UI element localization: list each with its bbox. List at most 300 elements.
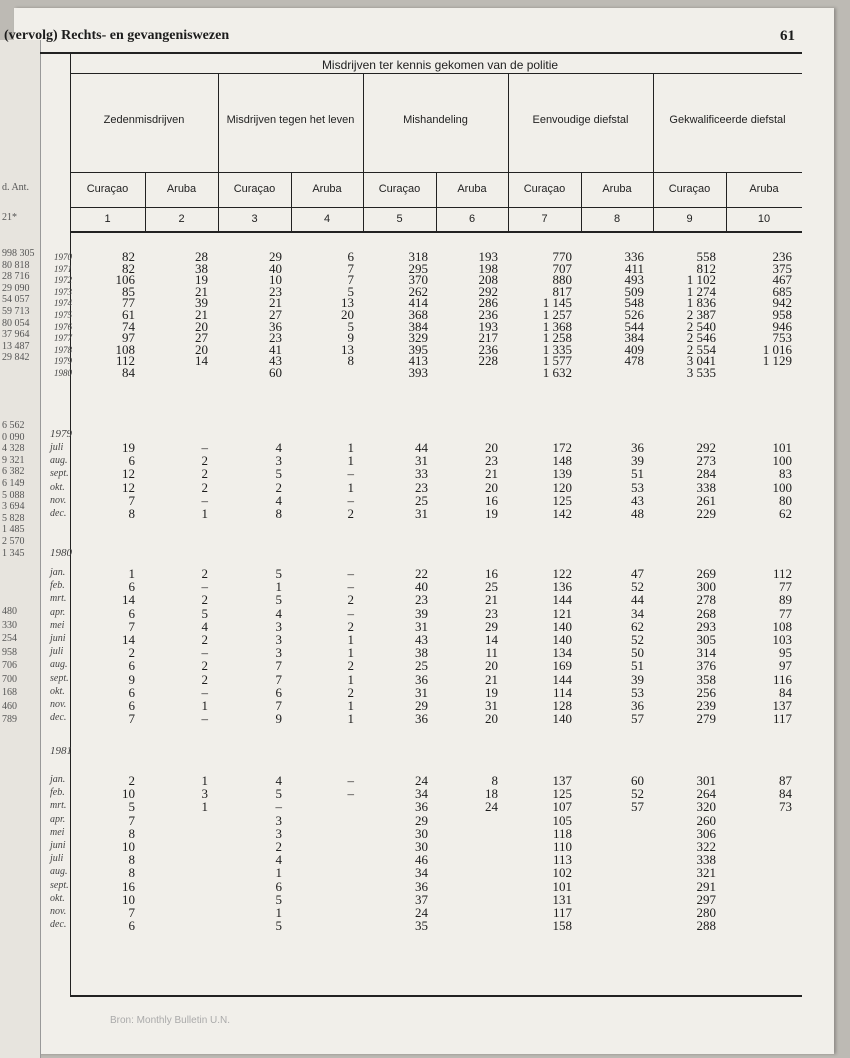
table-cell: – — [201, 685, 208, 700]
strip-text: 460 — [2, 701, 17, 712]
table-cell: 140 — [552, 632, 572, 647]
table-cell: 812 — [696, 261, 716, 276]
table-cell: 12 — [122, 480, 135, 495]
table-cell: 73 — [779, 799, 792, 814]
table-cell: 144 — [552, 672, 572, 687]
stub-year: 1974 — [54, 298, 72, 308]
table-cell: 2 — [201, 466, 208, 481]
table-cell: 1 129 — [762, 353, 792, 368]
table-cell: 2 — [347, 658, 354, 673]
table-cell: 5 — [347, 284, 354, 299]
strip-text: 700 — [2, 674, 17, 685]
stub-year: 1973 — [54, 287, 72, 297]
table-cell: 137 — [552, 773, 572, 788]
table-cell: 27 — [195, 330, 208, 345]
table-cell: 31 — [415, 506, 428, 521]
table-cell: 16 — [485, 566, 498, 581]
table-cell: 74 — [122, 319, 135, 334]
table-cell: 279 — [696, 711, 716, 726]
table-cell: 301 — [696, 773, 716, 788]
table-cell: 100 — [772, 453, 792, 468]
table-cell: 9 — [347, 330, 354, 345]
table-cell: 83 — [779, 466, 792, 481]
column-number: 6 — [468, 213, 476, 225]
table-cell: 20 — [485, 480, 498, 495]
table-cell: 84 — [779, 786, 792, 801]
table-cell: 37 — [415, 892, 428, 907]
table-cell: 478 — [624, 353, 644, 368]
group-header: Misdrijven tegen het leven — [226, 114, 355, 126]
strip-text: 37 964 — [2, 329, 30, 340]
table-cell: 51 — [631, 466, 644, 481]
table-cell: 121 — [552, 606, 572, 621]
table-cell: 548 — [624, 295, 644, 310]
table-cell: 53 — [631, 480, 644, 495]
table-cell: 558 — [696, 249, 716, 264]
column-number: 8 — [613, 213, 621, 225]
island-header: Aruba — [312, 183, 342, 195]
stub-year: 1975 — [54, 310, 72, 320]
table-cell: 8 — [491, 773, 498, 788]
strip-text: 9 321 — [2, 455, 25, 466]
table-cell: 1 — [347, 698, 354, 713]
table-cell: 193 — [478, 319, 498, 334]
table-cell: 172 — [552, 440, 572, 455]
table-cell: 370 — [408, 272, 428, 287]
table-cell: 2 554 — [686, 342, 716, 357]
table-cell: 958 — [772, 307, 792, 322]
table-cell: 43 — [631, 493, 644, 508]
stub-month: aug. — [50, 455, 68, 466]
table-cell: 140 — [552, 711, 572, 726]
table-cell: 2 — [201, 453, 208, 468]
table-cell: 280 — [696, 905, 716, 920]
table-cell: 112 — [772, 566, 792, 581]
table-cell: 284 — [696, 466, 716, 481]
table-cell: 217 — [478, 330, 498, 345]
table-cell: 122 — [552, 566, 572, 581]
island-header: Curaçao — [523, 183, 566, 195]
table-cell: 52 — [631, 579, 644, 594]
strip-text: 6 149 — [2, 478, 25, 489]
strip-text: 1 485 — [2, 524, 25, 535]
table-cell: 269 — [696, 566, 716, 581]
table-cell: 31 — [415, 619, 428, 634]
table-cell: 34 — [415, 865, 428, 880]
table-cell: 322 — [696, 839, 716, 854]
table-cell: 467 — [772, 272, 792, 287]
table-cell: 47 — [631, 566, 644, 581]
table-cell: 30 — [415, 826, 428, 841]
table-cell: 3 — [275, 453, 282, 468]
table-cell: 14 — [122, 632, 135, 647]
table-cell: 493 — [624, 272, 644, 287]
strip-text: 29 090 — [2, 283, 30, 294]
table-cell: 20 — [485, 658, 498, 673]
table-cell: 97 — [779, 658, 792, 673]
column-divider — [726, 172, 727, 232]
table-cell: 544 — [624, 319, 644, 334]
stub-year: 1977 — [54, 333, 72, 343]
stub-month: okt. — [50, 686, 65, 697]
table-cell: 23 — [485, 453, 498, 468]
table-cell: 753 — [772, 330, 792, 345]
table-cell: 1 274 — [686, 284, 716, 299]
stub-month: sept. — [50, 468, 69, 479]
stub-month: aug. — [50, 659, 68, 670]
stub-month: juni — [50, 633, 66, 644]
table-cell: 125 — [552, 786, 572, 801]
stub-month: juni — [50, 840, 66, 851]
table-cell: 6 — [128, 918, 135, 933]
table-cell: 256 — [696, 685, 716, 700]
table-cell: 107 — [552, 799, 572, 814]
table-cell: 24 — [485, 799, 498, 814]
table-cell: 139 — [552, 466, 572, 481]
table-cell: – — [275, 799, 282, 814]
strip-text: 6 562 — [2, 420, 25, 431]
table-cell: 193 — [478, 249, 498, 264]
table-cell: 39 — [195, 295, 208, 310]
stub-month: juli — [50, 646, 64, 657]
table-cell: 685 — [772, 284, 792, 299]
strip-text: 59 713 — [2, 306, 30, 317]
table-cell: 509 — [624, 284, 644, 299]
table-cell: 1 — [128, 566, 135, 581]
table-cell: 6 — [275, 685, 282, 700]
table-cell: 8 — [128, 865, 135, 880]
table-cell: 97 — [122, 330, 135, 345]
table-cell: 1 102 — [686, 272, 716, 287]
table-cell: – — [347, 566, 354, 581]
table-cell: 16 — [485, 493, 498, 508]
table-cell: 411 — [624, 261, 644, 276]
column-number: 7 — [541, 213, 548, 225]
table-cell: 4 — [275, 493, 282, 508]
stub-month: okt. — [50, 482, 65, 493]
table-cell: 148 — [552, 453, 572, 468]
table-cell: 13 — [341, 342, 354, 357]
table-cell: 6 — [128, 453, 135, 468]
table-cell: 7 — [128, 619, 135, 634]
table-cell: 239 — [696, 698, 716, 713]
table-cell: 85 — [122, 284, 135, 299]
table-cell: 229 — [696, 506, 716, 521]
stub-month: mrt. — [50, 800, 67, 811]
table-cell: – — [201, 493, 208, 508]
column-divider — [145, 172, 146, 232]
table-cell: 262 — [408, 284, 428, 299]
table-cell: – — [347, 579, 354, 594]
table-cell: 108 — [772, 619, 792, 634]
table-cell: 297 — [696, 892, 716, 907]
table-cell: 50 — [631, 645, 644, 660]
table-cell: 35 — [415, 918, 428, 933]
strip-text: 0 090 — [2, 432, 25, 443]
table-cell: 9 — [128, 672, 135, 687]
table-cell: 264 — [696, 786, 716, 801]
table-cell: 2 — [347, 506, 354, 521]
table-cell: 36 — [269, 319, 282, 334]
table-cell: 228 — [478, 353, 498, 368]
table-cell: 6 — [128, 685, 135, 700]
table-cell: 6 — [128, 698, 135, 713]
table-cell: 23 — [269, 284, 282, 299]
stub-month: sept. — [50, 673, 69, 684]
stub-month: nov. — [50, 906, 67, 917]
table-cell: 292 — [696, 440, 716, 455]
table-cell: 2 — [347, 592, 354, 607]
stub-month: jan. — [50, 567, 66, 578]
table-cell: 40 — [269, 261, 282, 276]
stub-year: 1979 — [54, 356, 72, 366]
table-cell: 4 — [275, 773, 282, 788]
table-cell: 36 — [415, 799, 428, 814]
stub-block-year: 1980 — [50, 547, 72, 559]
table-cell: 23 — [485, 606, 498, 621]
table-cell: 320 — [696, 799, 716, 814]
table-cell: 23 — [269, 330, 282, 345]
table-cell: – — [347, 773, 354, 788]
table-cell: 21 — [485, 466, 498, 481]
table-cell: 101 — [772, 440, 792, 455]
table-cell: 2 — [128, 645, 135, 660]
table-cell: 29 — [415, 698, 428, 713]
table-cell: 3 041 — [686, 353, 716, 368]
table-cell: 169 — [552, 658, 572, 673]
island-header: Curaçao — [233, 183, 276, 195]
table-cell: 198 — [478, 261, 498, 276]
table-cell: 10 — [269, 272, 282, 287]
table-cell: 3 — [275, 645, 282, 660]
source-note: Bron: Monthly Bulletin U.N. — [110, 1015, 231, 1026]
column-divider — [218, 172, 219, 232]
table-cell: 5 — [275, 566, 282, 581]
table-cell: 1 335 — [542, 342, 572, 357]
page-number: 61 — [780, 28, 795, 44]
table-cell: 292 — [478, 284, 498, 299]
stub-month: aug. — [50, 866, 68, 877]
table-cell: 2 546 — [686, 330, 716, 345]
strip-text: 1 345 — [2, 548, 25, 559]
table-cell: 273 — [696, 453, 716, 468]
table-cell: 5 — [275, 786, 282, 801]
table-cell: 1 — [347, 453, 354, 468]
strip-text: 54 057 — [2, 294, 30, 305]
table-cell: 24 — [415, 773, 428, 788]
stub-month: dec. — [50, 712, 67, 723]
strip-text: 168 — [2, 687, 17, 698]
table-cell: 1 — [275, 579, 282, 594]
table-cell: 1 632 — [542, 365, 572, 380]
table-cell: 21 — [485, 592, 498, 607]
column-number: 5 — [396, 213, 403, 225]
table-cell: 260 — [696, 813, 716, 828]
stub-month: mei — [50, 827, 65, 838]
table-cell: – — [201, 440, 208, 455]
table-cell: 2 — [201, 658, 208, 673]
table-cell: 62 — [779, 506, 792, 521]
table-cell: 51 — [631, 658, 644, 673]
table-cell: 2 — [347, 619, 354, 634]
table-cell: 44 — [631, 592, 644, 607]
island-header: Aruba — [166, 183, 197, 195]
table-cell: 10 — [122, 839, 135, 854]
table-cell: 358 — [696, 672, 716, 687]
table-cell: 19 — [195, 272, 208, 287]
strip-text: 80 054 — [2, 318, 30, 329]
table-cell: 18 — [485, 786, 498, 801]
table-cell: 28 — [195, 249, 208, 264]
island-header: Aruba — [457, 183, 487, 195]
stub-month: mrt. — [50, 593, 67, 604]
strip-text: 5 828 — [2, 513, 25, 524]
table-cell: 10 — [122, 786, 135, 801]
table-cell: 39 — [631, 453, 644, 468]
table-cell: 1 257 — [542, 307, 572, 322]
table-cell: 19 — [485, 685, 498, 700]
table-cell: 4 — [201, 619, 208, 634]
table-cell: 1 836 — [686, 295, 716, 310]
strip-text: 13 487 — [2, 341, 30, 352]
group-divider — [218, 73, 219, 173]
table-cell: 6 — [275, 879, 282, 894]
column-number: 2 — [178, 213, 185, 225]
stub-month: nov. — [50, 699, 67, 710]
table-cell: 16 — [122, 879, 135, 894]
table-cell: 25 — [415, 493, 428, 508]
table-cell: 25 — [485, 579, 498, 594]
group-header: Gekwalificeerde diefstal — [669, 114, 786, 126]
table-cell: 5 — [201, 606, 208, 621]
table-cell: 8 — [128, 852, 135, 867]
table-cell: 2 — [347, 685, 354, 700]
table-cell: 2 — [275, 480, 282, 495]
table-cell: 236 — [772, 249, 792, 264]
table-cell: 817 — [552, 284, 572, 299]
stub-month: jan. — [50, 774, 66, 785]
strip-text: 28 716 — [2, 271, 30, 282]
table-cell: 39 — [631, 672, 644, 687]
table-cell: 8 — [347, 353, 354, 368]
table-cell: 2 387 — [686, 307, 716, 322]
table-cell: 20 — [485, 711, 498, 726]
stub-month: feb. — [50, 787, 65, 798]
group-header: Eenvoudige diefstal — [532, 114, 629, 126]
table-cell: 338 — [696, 480, 716, 495]
table-cell: 208 — [478, 272, 498, 287]
strip-text: 998 305 — [2, 248, 35, 259]
table-cell: 4 — [275, 606, 282, 621]
table-cell: – — [201, 579, 208, 594]
table-cell: 19 — [485, 506, 498, 521]
table-cell: 134 — [552, 645, 572, 660]
table-cell: 84 — [779, 685, 792, 700]
stub-month: nov. — [50, 495, 67, 506]
table-cell: – — [347, 606, 354, 621]
table-cell: 2 540 — [686, 319, 716, 334]
table-cell: 384 — [408, 319, 428, 334]
table-cell: 288 — [696, 918, 716, 933]
table-cell: 125 — [552, 493, 572, 508]
stub-block-year: 1981 — [50, 745, 72, 757]
table-cell: 114 — [552, 685, 572, 700]
table-cell: 375 — [772, 261, 792, 276]
table-cell: 268 — [696, 606, 716, 621]
table-cell: 52 — [631, 786, 644, 801]
table-cell: 11 — [485, 645, 498, 660]
table-cell: 413 — [408, 353, 428, 368]
table-cell: 10 — [122, 892, 135, 907]
super-header: Misdrijven ter kennis gekomen van de politie — [321, 58, 559, 72]
table-cell: – — [347, 466, 354, 481]
table-cell: 3 — [201, 786, 208, 801]
stub-month: feb. — [50, 580, 65, 591]
table-cell: 1 — [347, 632, 354, 647]
table-cell: 24 — [415, 905, 428, 920]
table-cell: 321 — [696, 865, 716, 880]
table-cell: 880 — [552, 272, 572, 287]
table-cell: 44 — [415, 440, 428, 455]
stub-month: apr. — [50, 607, 66, 618]
table-cell: 6 — [347, 249, 354, 264]
table-cell: 1 — [347, 480, 354, 495]
table-cell: 9 — [275, 711, 282, 726]
table-bottom-rule — [70, 995, 802, 997]
table-cell: 236 — [478, 307, 498, 322]
table-cell: 36 — [631, 440, 644, 455]
table-cell: 1 — [201, 799, 208, 814]
stub-month: juli — [50, 853, 64, 864]
stub-month: mei — [50, 620, 65, 631]
island-header: Aruba — [602, 183, 632, 195]
stub-year: 1970 — [54, 252, 72, 262]
table-cell: 33 — [415, 466, 428, 481]
island-header: Curaçao — [86, 183, 129, 195]
table-cell: 29 — [415, 813, 428, 828]
table-cell: 77 — [779, 579, 792, 594]
table-cell: 41 — [269, 342, 282, 357]
table-cell: 14 — [122, 592, 135, 607]
island-header: Curaçao — [668, 183, 711, 195]
column-number: 9 — [686, 213, 693, 225]
table-cell: 110 — [552, 839, 572, 854]
stub-year: 1978 — [54, 345, 72, 355]
strip-text: 5 088 — [2, 490, 25, 501]
stub-block-year: 1979 — [50, 428, 72, 440]
table-cell: 3 535 — [686, 365, 716, 380]
table-cell: 314 — [696, 645, 716, 660]
column-divider — [291, 172, 292, 232]
table-cell: 77 — [122, 295, 135, 310]
table-cell: 1 — [201, 506, 208, 521]
table-cell: 3 — [275, 632, 282, 647]
table-cell: 5 — [347, 319, 354, 334]
column-divider — [653, 172, 654, 232]
group-divider — [363, 73, 364, 173]
table-cell: 1 — [347, 645, 354, 660]
table-cell: 2 — [201, 480, 208, 495]
strip-text: 21* — [2, 212, 17, 223]
table-cell: 6 — [128, 579, 135, 594]
strip-text: 706 — [2, 660, 17, 671]
group-divider — [508, 73, 509, 173]
table-cell: 1 016 — [762, 342, 792, 357]
table-cell: 5 — [275, 892, 282, 907]
table-cell: 7 — [275, 672, 282, 687]
table-cell: – — [201, 645, 208, 660]
table-cell: 25 — [415, 658, 428, 673]
